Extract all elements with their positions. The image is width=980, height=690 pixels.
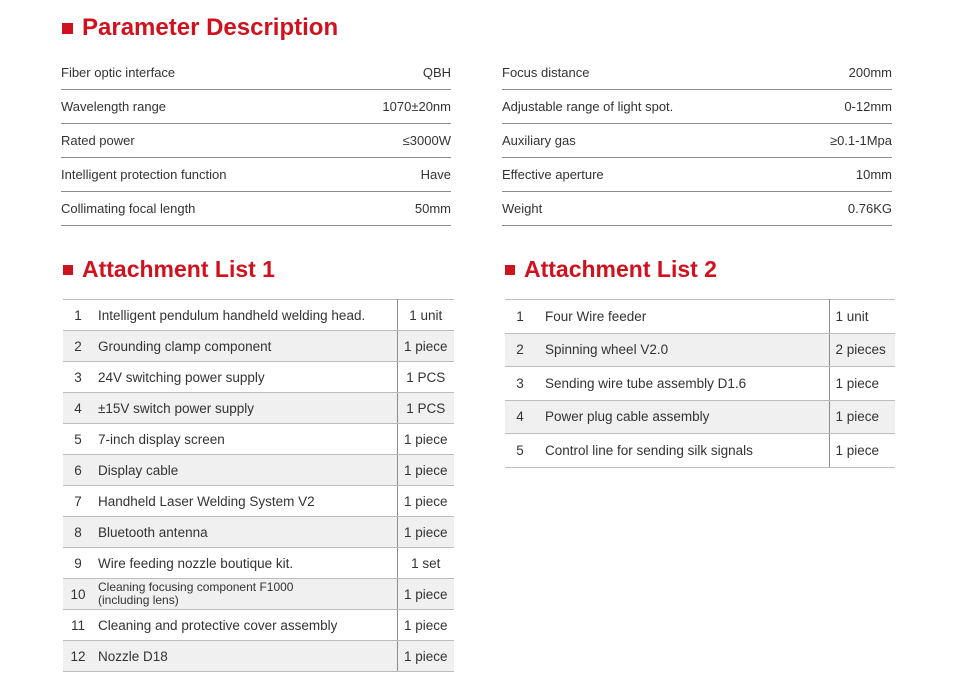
item-name [93, 579, 397, 610]
item-quantity: 2 pieces [829, 333, 895, 367]
row-number: 1 [505, 300, 535, 334]
item-name: Power plug cable assembly [535, 400, 829, 434]
table-row [63, 331, 454, 362]
row-number: 8 [63, 517, 93, 548]
row-number: 1 [63, 300, 93, 331]
parameter-label: Wavelength range [61, 90, 337, 124]
item-name: 24V switching power supply [93, 362, 397, 393]
parameter-label: Auxiliary gas [502, 124, 788, 158]
item-quantity: 1 piece [397, 424, 454, 455]
parameter-value: Have [337, 158, 451, 192]
item-name: 7-inch display screen [93, 424, 397, 455]
item-name-line-1: Cleaning focusing component F1000 [98, 580, 294, 594]
parameter-label: Intelligent protection function [61, 158, 337, 192]
item-name: Grounding clamp component [93, 331, 397, 362]
parameter-label: Fiber optic interface [61, 56, 337, 90]
row-number: 3 [505, 367, 535, 401]
attachment-list-1-title: Attachment List 1 [82, 256, 275, 282]
table-row [63, 424, 454, 455]
parameter-value: QBH [337, 56, 451, 90]
item-name: Display cable [93, 455, 397, 486]
table-row [63, 362, 454, 393]
item-name: Spinning wheel V2.0 [535, 333, 829, 367]
parameter-value: 1070±20nm [337, 90, 451, 124]
item-quantity: 1 unit [829, 300, 895, 334]
parameter-label: Focus distance [502, 56, 788, 90]
parameter-row [502, 192, 892, 226]
item-name: Bluetooth antenna [93, 517, 397, 548]
item-quantity: 1 piece [397, 517, 454, 548]
table-row [505, 333, 895, 367]
table-row [63, 610, 454, 641]
item-name: Wire feeding nozzle boutique kit. [93, 548, 397, 579]
row-number: 2 [63, 331, 93, 362]
parameter-row [61, 90, 451, 124]
table-row [63, 300, 454, 331]
table-row [505, 367, 895, 401]
item-quantity: 1 piece [829, 434, 895, 468]
parameter-value: ≥0.1-1Mpa [788, 124, 892, 158]
row-number: 7 [63, 486, 93, 517]
parameter-value: 0-12mm [788, 90, 892, 124]
item-quantity: 1 piece [397, 641, 454, 672]
parameter-row [502, 124, 892, 158]
item-name: Sending wire tube assembly D1.6 [535, 367, 829, 401]
row-number: 2 [505, 333, 535, 367]
item-quantity: 1 piece [397, 579, 454, 610]
attachment-list-1-table [63, 299, 454, 672]
parameter-table-right [502, 56, 892, 226]
item-name: Four Wire feeder [535, 300, 829, 334]
row-number: 12 [63, 641, 93, 672]
parameter-value: ≤3000W [337, 124, 451, 158]
table-row [63, 393, 454, 424]
row-number: 4 [63, 393, 93, 424]
item-quantity: 1 piece [397, 486, 454, 517]
parameter-value: 0.76KG [788, 192, 892, 226]
item-name-line-2: (including lens) [98, 593, 179, 607]
attachment-list-2-table [505, 299, 895, 468]
item-quantity: 1 piece [397, 455, 454, 486]
table-row [63, 517, 454, 548]
item-quantity: 1 PCS [397, 362, 454, 393]
row-number: 5 [63, 424, 93, 455]
item-name: Handheld Laser Welding System V2 [93, 486, 397, 517]
parameter-row [61, 158, 451, 192]
parameter-row [502, 90, 892, 124]
row-number: 11 [63, 610, 93, 641]
row-number: 4 [505, 400, 535, 434]
parameter-value: 10mm [788, 158, 892, 192]
table-row [63, 455, 454, 486]
parameter-row [61, 192, 451, 226]
item-quantity: 1 piece [397, 331, 454, 362]
parameter-label: Adjustable range of light spot. [502, 90, 788, 124]
table-row [505, 300, 895, 334]
table-row [505, 400, 895, 434]
item-quantity: 1 unit [397, 300, 454, 331]
parameter-table-left [61, 56, 451, 226]
attachment-list-2-heading [505, 258, 717, 281]
table-row [63, 486, 454, 517]
table-row [505, 434, 895, 468]
table-row [63, 641, 454, 672]
attachment-list-1-heading [63, 258, 275, 281]
parameter-value: 200mm [788, 56, 892, 90]
item-name: Nozzle D18 [93, 641, 397, 672]
item-quantity: 1 piece [397, 610, 454, 641]
row-number: 9 [63, 548, 93, 579]
item-name: ±15V switch power supply [93, 393, 397, 424]
row-number: 10 [63, 579, 93, 610]
table-row [63, 548, 454, 579]
parameter-value: 50mm [337, 192, 451, 226]
item-name: Intelligent pendulum handheld welding head. [93, 300, 397, 331]
parameter-label: Weight [502, 192, 788, 226]
parameter-row [61, 124, 451, 158]
table-row [63, 579, 454, 610]
row-number: 5 [505, 434, 535, 468]
row-number: 3 [63, 362, 93, 393]
row-number: 6 [63, 455, 93, 486]
item-quantity: 1 set [397, 548, 454, 579]
parameter-label: Rated power [61, 124, 337, 158]
parameter-row [502, 158, 892, 192]
attachment-list-2-title: Attachment List 2 [524, 256, 717, 282]
parameter-row [61, 56, 451, 90]
square-bullet-icon [505, 265, 515, 275]
parameter-label: Collimating focal length [61, 192, 337, 226]
square-bullet-icon [63, 265, 73, 275]
parameter-heading [62, 16, 338, 40]
item-quantity: 1 piece [829, 367, 895, 401]
item-name: Cleaning and protective cover assembly [93, 610, 397, 641]
item-quantity: 1 PCS [397, 393, 454, 424]
parameter-label: Effective aperture [502, 158, 788, 192]
square-bullet-icon [62, 23, 73, 34]
parameter-row [502, 56, 892, 90]
parameter-title: Parameter Description [82, 14, 339, 41]
item-quantity: 1 piece [829, 400, 895, 434]
item-name: Control line for sending silk signals [535, 434, 829, 468]
